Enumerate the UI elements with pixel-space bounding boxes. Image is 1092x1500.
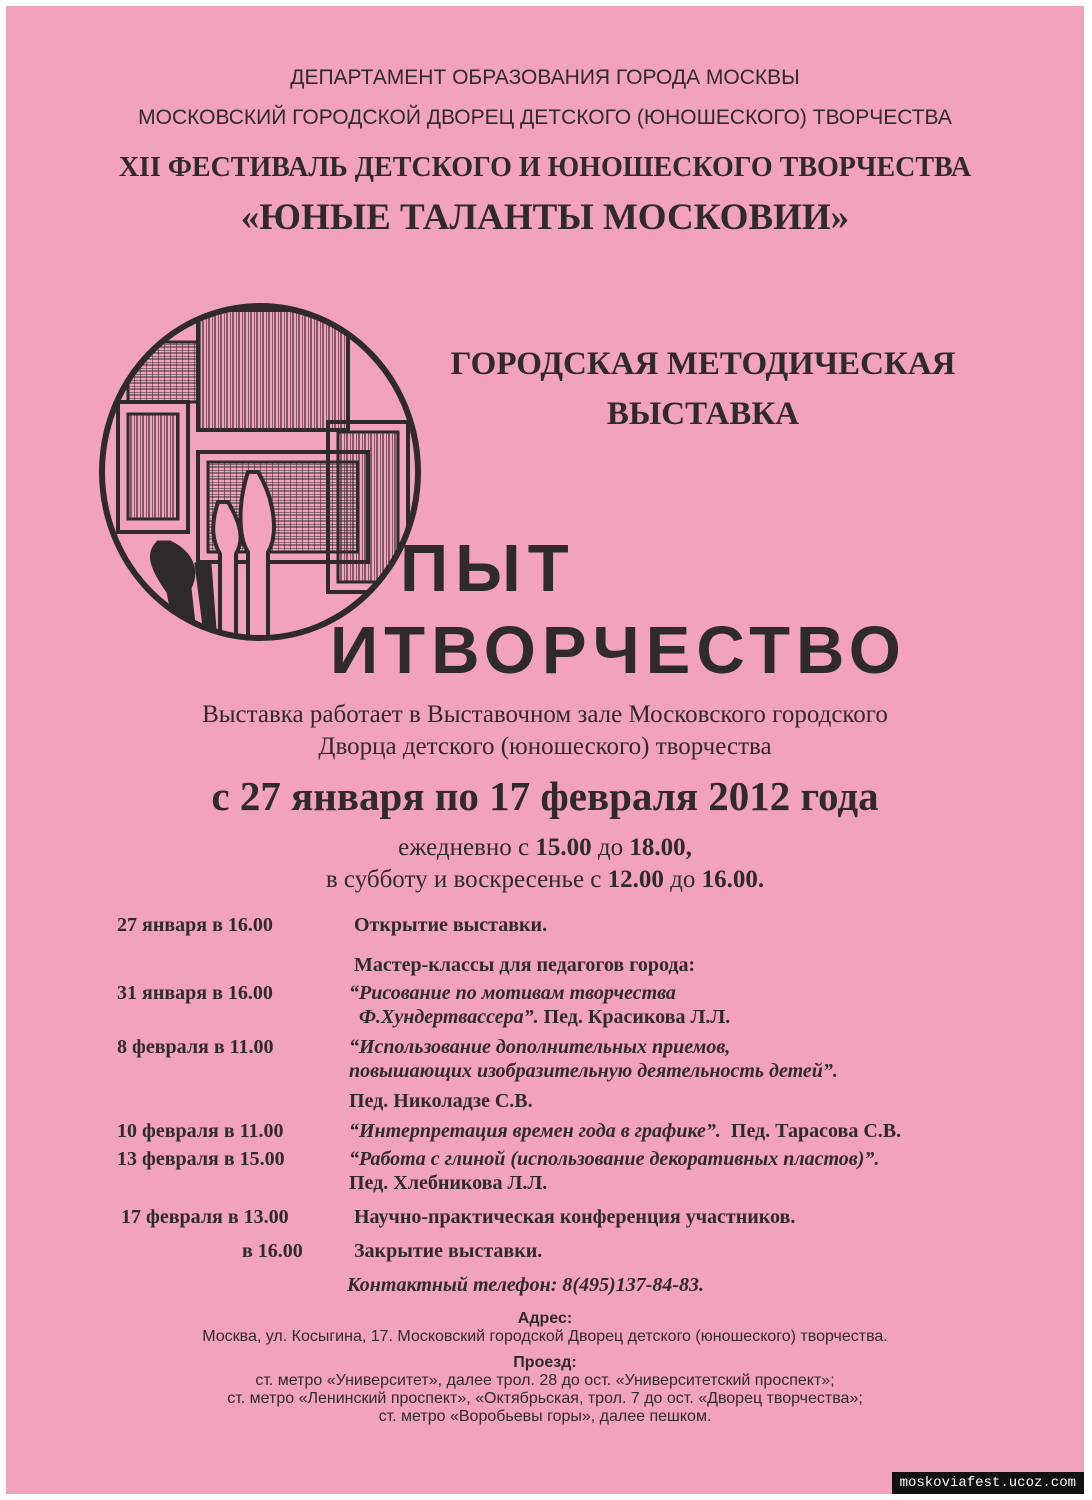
mc1-date: 31 января в 16.00 — [117, 982, 273, 1004]
route-line2: ст. метро «Ленинский проспект», «Октябрьская, трол. 7 до ост. «Дворец творчества»; — [227, 1390, 863, 1407]
venue-line2: Дворца детского (юношеского) творчества — [318, 733, 772, 760]
mc2-teacher: Пед. Николадзе С.В. — [349, 1090, 533, 1112]
conference-date: 17 февраля в 13.00 — [121, 1206, 289, 1228]
route-line3: ст. метро «Воробьевы горы», далее пешком. — [378, 1408, 712, 1425]
exhibition-type-line1: ГОРОДСКАЯ МЕТОДИЧЕСКАЯ — [450, 346, 956, 382]
site-watermark: moskoviafest.ucoz.com — [892, 1472, 1084, 1494]
venue-line1: Выставка работает в Выставочном зале Московского городского — [202, 701, 888, 728]
department-line: ДЕПАРТАМЕНТ ОБРАЗОВАНИЯ ГОРОДА МОСКВЫ — [290, 66, 800, 89]
exhibition-emblem-icon — [98, 302, 422, 642]
closing-date: в 16.00 — [242, 1240, 303, 1262]
mc2-title-line1: “Использование дополнительных приемов, — [349, 1036, 731, 1058]
mc2-date: 8 февраля в 11.00 — [117, 1036, 274, 1058]
mc4-title: “Работа с глиной (использование декоративных пластов)”. — [349, 1148, 880, 1170]
festival-name: «ЮНЫЕ ТАЛАНТЫ МОСКОВИИ» — [240, 197, 850, 238]
mc4-date: 13 февраля в 15.00 — [117, 1148, 285, 1170]
exhibition-dates: с 27 января по 17 февраля 2012 года — [211, 773, 879, 819]
hours-daily: ежедневно с 15.00 до 18.00, — [398, 834, 692, 861]
route-line1: ст. метро «Университет», далее трол. 28 до ост. «Университетский проспект»; — [255, 1372, 835, 1389]
festival-line: XII ФЕСТИВАЛЬ ДЕТСКОГО И ЮНОШЕСКОГО ТВОРЧЕСТВА — [118, 152, 972, 183]
closing-event: Закрытие выставки. — [354, 1240, 543, 1262]
conference-event: Научно-практическая конференция участников. — [354, 1206, 796, 1228]
exhibition-title-line1: ПЫТ — [400, 531, 576, 606]
mc3-date: 10 февраля в 11.00 — [117, 1120, 284, 1142]
exhibition-type-line2: ВЫСТАВКА — [606, 396, 800, 432]
address-text: Москва, ул. Косыгина, 17. Московский городской Дворец детского (юношеского) творчества. — [202, 1328, 888, 1345]
mc4-teacher: Пед. Хлебникова Л.Л. — [349, 1172, 548, 1194]
mc1-title-line1: “Рисование по мотивам творчества — [349, 982, 676, 1004]
poster-sheet — [6, 6, 1084, 1494]
address-label: Адрес: — [517, 1310, 573, 1327]
hours-weekend: в субботу и воскресенье с 12.00 до 16.00. — [325, 866, 765, 893]
opening-event: Открытие выставки. — [354, 914, 548, 936]
contact-phone: Контактный телефон: 8(495)137-84-83. — [347, 1274, 705, 1296]
exhibition-title-line2: ИТВОРЧЕСТВО — [330, 613, 907, 688]
route-label: Проезд: — [513, 1354, 577, 1371]
mc1-title-line2: Ф.Хундертвассера”. Пед. Красикова Л.Л. — [359, 1006, 731, 1028]
mc2-title-line2: повышающих изобразительную деятельность детей”. — [349, 1060, 838, 1082]
palace-line: МОСКОВСКИЙ ГОРОДСКОЙ ДВОРЕЦ ДЕТСКОГО (ЮНОШЕСКОГО) ТВОРЧЕСТВА — [138, 106, 952, 129]
mc3-title: “Интерпретация времен года в графике”. Пед. Тарасова С.В. — [349, 1120, 902, 1142]
opening-date: 27 января в 16.00 — [117, 914, 273, 936]
masterclass-header: Мастер-классы для педагогов города: — [354, 954, 696, 976]
